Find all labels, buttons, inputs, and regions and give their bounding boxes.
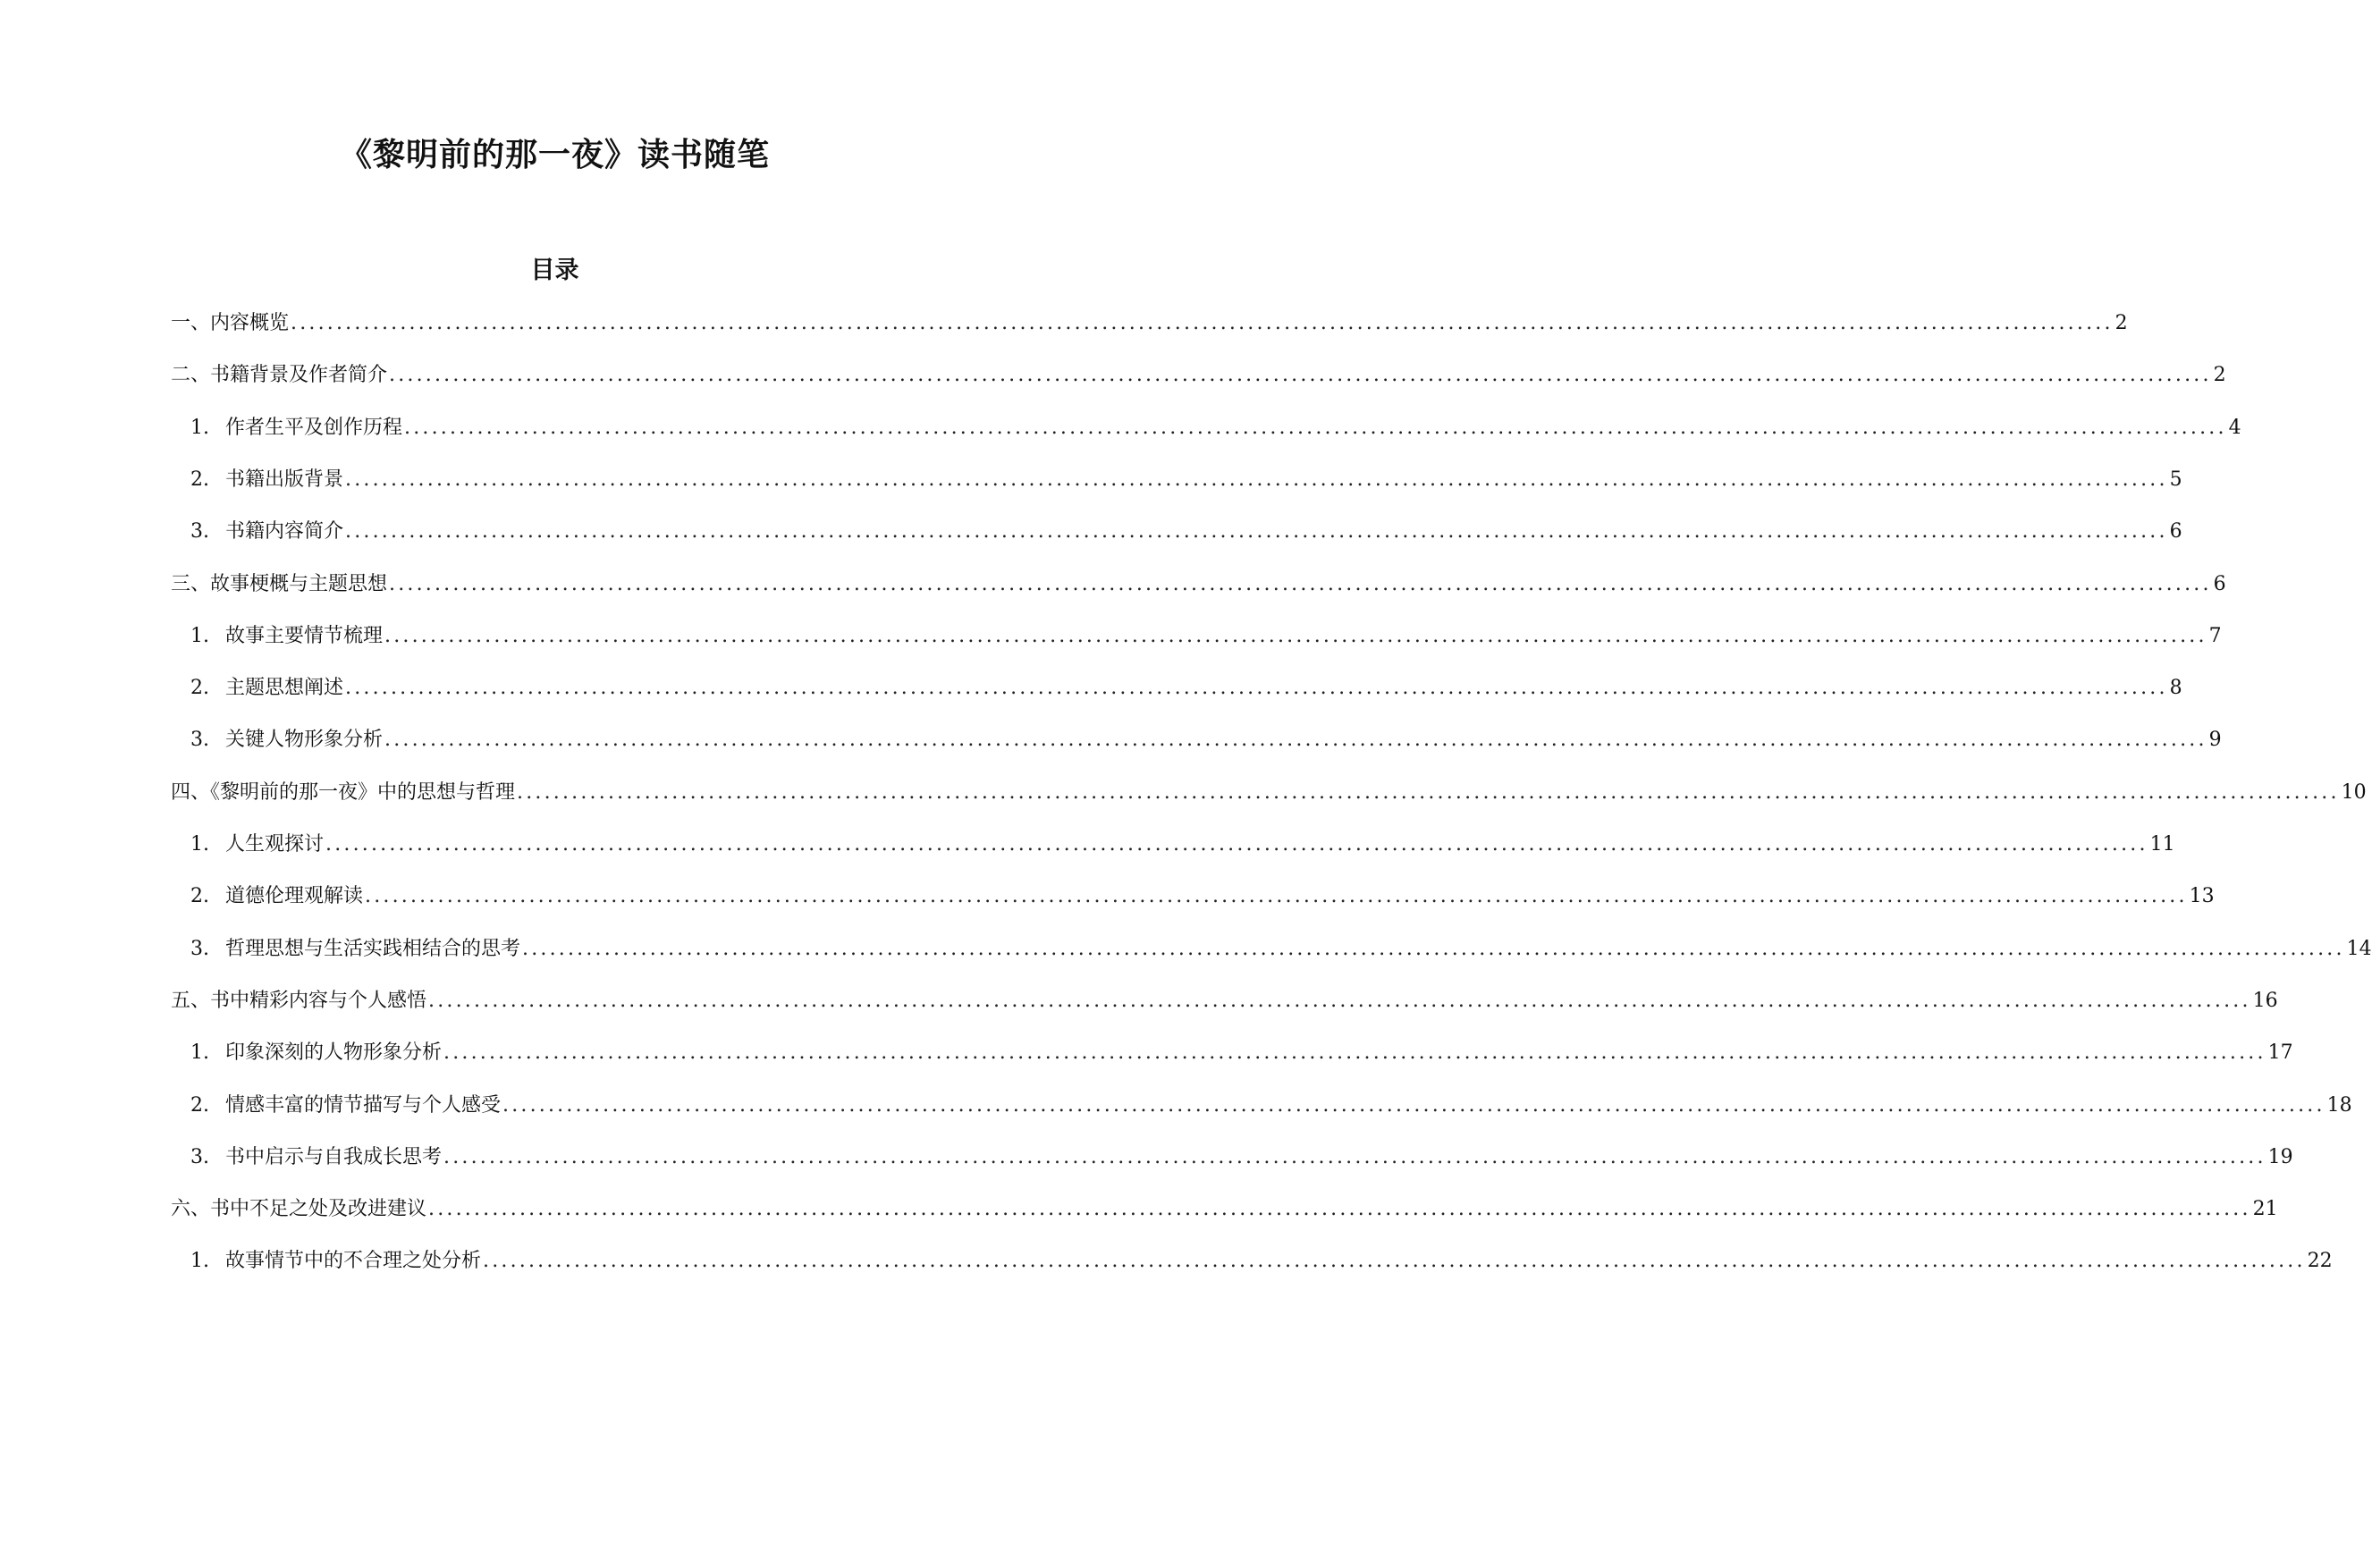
toc-entry[interactable] [190, 932, 2372, 967]
toc-entry-title: 故事情节中的不合理之处分析 [225, 1250, 482, 1273]
toc-entry-number: 3. [190, 729, 209, 752]
toc-entry[interactable] [171, 567, 2226, 603]
toc-entry[interactable] [190, 1035, 2293, 1071]
toc-entry[interactable] [190, 1243, 2333, 1279]
toc-entry-page: 14 [2346, 937, 2372, 960]
toc-entry-title: 哲理思想与生活实践相结合的思考 [225, 937, 521, 960]
toc-entry-page: 5 [2169, 468, 2182, 491]
toc-entry-title: 三、故事梗概与主题思想 [171, 572, 388, 595]
toc-entry-number: 1. [190, 1041, 209, 1065]
toc-entry-page: 8 [2169, 677, 2182, 700]
toc-entry-title: 二、书籍背景及作者简介 [171, 364, 388, 387]
toc-entry[interactable] [190, 619, 2222, 654]
toc-entry-number: 1. [190, 416, 209, 439]
toc-entry[interactable] [171, 358, 2226, 393]
toc-entry-page: 19 [2267, 1145, 2293, 1168]
toc-dot-leader: ........................................................................................................................................................................................................ [517, 780, 2340, 804]
toc-entry[interactable] [171, 1192, 2278, 1227]
toc-dot-leader: ........................................................................................................................................................................................................ [404, 416, 2227, 439]
toc-dot-leader: ........................................................................................................................................................................................................ [522, 937, 2345, 960]
toc-entry[interactable] [190, 1088, 2352, 1124]
toc-entry[interactable] [190, 879, 2215, 915]
toc-dot-leader: ........................................................................................................................................................................................................ [325, 833, 2148, 856]
toc-entry-title: 书籍出版背景 [225, 468, 344, 491]
toc-entry-page: 11 [2149, 833, 2175, 856]
toc-entry-number: 2. [190, 677, 209, 700]
toc-entry-page: 17 [2267, 1041, 2293, 1065]
toc-entry-page: 2 [2213, 364, 2226, 387]
toc-entry-page: 10 [2341, 780, 2367, 804]
toc-entry[interactable] [190, 514, 2182, 550]
toc-entry-title: 主题思想阐述 [225, 677, 344, 700]
toc-dot-leader: ........................................................................................................................................................................................................ [365, 885, 2188, 908]
toc-entry-page: 6 [2213, 572, 2226, 595]
toc-entry-number: 2. [190, 885, 209, 908]
toc-entry-page: 18 [2326, 1093, 2352, 1117]
toc-entry-number: 3. [190, 520, 209, 544]
toc-entry-title: 关键人物形象分析 [225, 729, 384, 752]
toc-entry-number: 2. [190, 468, 209, 491]
toc-dot-leader: ........................................................................................................................................................................................................ [384, 624, 2207, 647]
toc-entry-page: 21 [2252, 1198, 2278, 1221]
toc-dot-leader: ........................................................................................................................................................................................................ [389, 364, 2212, 387]
toc-entry[interactable] [171, 775, 2367, 811]
toc-heading: 目录 [530, 257, 579, 284]
toc-dot-leader: ........................................................................................................................................................................................................ [443, 1041, 2266, 1065]
toc-entry-title: 五、书中精彩内容与个人感悟 [171, 989, 427, 1012]
toc-entry-number: 1. [190, 833, 209, 856]
toc-entry-number: 2. [190, 1093, 209, 1117]
toc-entry-title: 作者生平及创作历程 [225, 416, 403, 439]
toc-dot-leader: ........................................................................................................................................................................................................ [428, 989, 2251, 1012]
toc-dot-leader: ........................................................................................................................................................................................................ [443, 1145, 2266, 1168]
toc-dot-leader: ........................................................................................................................................................................................................ [428, 1198, 2251, 1221]
toc-entry-number: 1. [190, 624, 209, 647]
toc-entry-page: 13 [2189, 885, 2215, 908]
toc-entry-title: 一、内容概览 [171, 312, 290, 334]
toc-entry-title: 六、书中不足之处及改进建议 [171, 1198, 427, 1221]
toc-entry[interactable] [190, 1140, 2293, 1176]
toc-entry-title: 故事主要情节梳理 [225, 624, 384, 647]
toc-entry[interactable] [171, 983, 2278, 1019]
toc-entry-page: 9 [2208, 729, 2222, 752]
toc-dot-leader: ........................................................................................................................................................................................................ [291, 312, 2114, 334]
toc-entry-title: 书中启示与自我成长思考 [225, 1145, 443, 1168]
toc-entry-number: 1. [190, 1250, 209, 1273]
toc-entry[interactable] [190, 827, 2175, 863]
toc-entry[interactable] [171, 306, 2128, 341]
toc-entry[interactable] [190, 722, 2222, 758]
toc-dot-leader: ........................................................................................................................................................................................................ [389, 572, 2212, 595]
toc-dot-leader: ........................................................................................................................................................................................................ [384, 729, 2207, 752]
toc-entry-page: 22 [2307, 1250, 2333, 1273]
toc-dot-leader: ........................................................................................................................................................................................................ [502, 1093, 2326, 1117]
toc-entry[interactable] [190, 462, 2182, 498]
toc-entry-page: 4 [2228, 416, 2241, 439]
toc-entry[interactable] [190, 410, 2241, 446]
toc-entry-title: 书籍内容简介 [225, 520, 344, 544]
toc-entry-page: 7 [2208, 624, 2222, 647]
toc-dot-leader: ........................................................................................................................................................................................................ [345, 677, 2168, 700]
toc-entry-title: 人生观探讨 [225, 833, 325, 856]
toc-entry-page: 16 [2252, 989, 2278, 1012]
toc-entry-title: 情感丰富的情节描写与个人感受 [225, 1093, 502, 1117]
toc-entry-title: 四、《黎明前的那一夜》中的思想与哲理 [171, 780, 516, 804]
toc-entry-page: 2 [2115, 312, 2128, 334]
toc-dot-leader: ........................................................................................................................................................................................................ [483, 1250, 2306, 1273]
toc-entry-title: 道德伦理观解读 [225, 885, 364, 908]
toc-entry[interactable] [190, 670, 2182, 706]
toc-entry-title: 印象深刻的人物形象分析 [225, 1041, 443, 1065]
toc-entry-page: 6 [2169, 520, 2182, 544]
toc-dot-leader: ........................................................................................................................................................................................................ [345, 468, 2168, 491]
toc-entry-number: 3. [190, 1145, 209, 1168]
toc-entry-number: 3. [190, 937, 209, 960]
toc-dot-leader: ........................................................................................................................................................................................................ [345, 520, 2168, 544]
page-title: 《黎明前的那一夜》读书随笔 [339, 137, 770, 173]
